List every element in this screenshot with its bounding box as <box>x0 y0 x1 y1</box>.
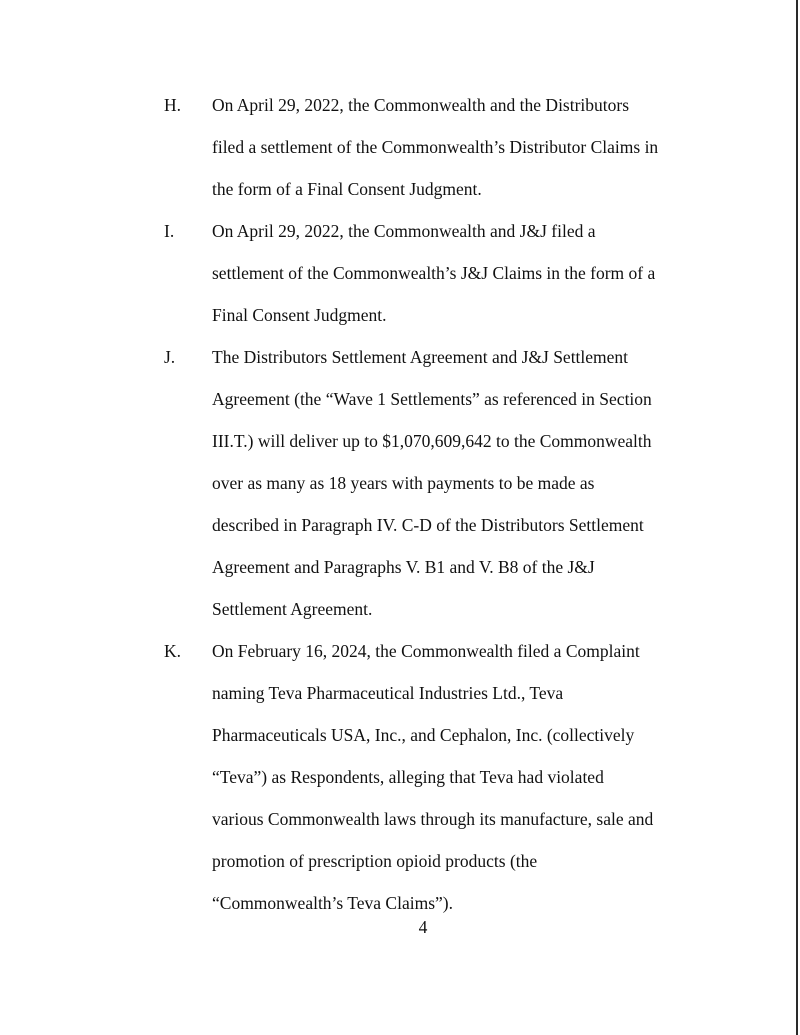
page-edge-divider <box>796 0 798 1035</box>
paragraph-label: I. <box>164 221 175 241</box>
paragraph-label: J. <box>164 347 176 367</box>
paragraph-label: K. <box>164 641 182 661</box>
paragraph-line: Agreement (the “Wave 1 Settlements” as referenced in Section <box>212 389 652 409</box>
paragraph-line: naming Teva Pharmaceutical Industries Ltd., Teva <box>212 683 564 703</box>
paragraph-line: Final Consent Judgment. <box>212 305 387 325</box>
paragraph-line: The Distributors Settlement Agreement and J&J Settlement <box>212 347 629 367</box>
paragraph-line: described in Paragraph IV. C-D of the Distributors Settlement <box>212 515 644 535</box>
paragraph-line: On February 16, 2024, the Commonwealth filed a Complaint <box>212 641 640 661</box>
paragraph-line: III.T.) will deliver up to $1,070,609,642 to the Commonwealth <box>212 431 652 451</box>
paragraph-line: the form of a Final Consent Judgment. <box>212 179 482 199</box>
paragraph-line: On April 29, 2022, the Commonwealth and the Distributors <box>212 95 630 115</box>
paragraph-line: Agreement and Paragraphs V. B1 and V. B8 of the J&J <box>212 557 595 577</box>
paragraph-line: “Commonwealth’s Teva Claims”). <box>212 893 453 913</box>
paragraph-line: filed a settlement of the Commonwealth’s Distributor Claims in <box>212 137 659 157</box>
paragraph-line: “Teva”) as Respondents, alleging that Teva had violated <box>212 767 604 787</box>
paragraph-line: Settlement Agreement. <box>212 599 373 619</box>
paragraph-line: various Commonwealth laws through its manufacture, sale and <box>212 809 654 829</box>
page-number: 4 <box>418 917 428 937</box>
paragraph-line: promotion of prescription opioid products (the <box>212 851 538 871</box>
paragraph-line: On April 29, 2022, the Commonwealth and J&J filed a <box>212 221 596 241</box>
paragraph-line: settlement of the Commonwealth’s J&J Claims in the form of a <box>212 263 656 283</box>
paragraph-label: H. <box>164 95 182 115</box>
paragraph-line: Pharmaceuticals USA, Inc., and Cephalon, Inc. (collectively <box>212 725 635 745</box>
paragraph-line: over as many as 18 years with payments to be made as <box>212 473 595 493</box>
